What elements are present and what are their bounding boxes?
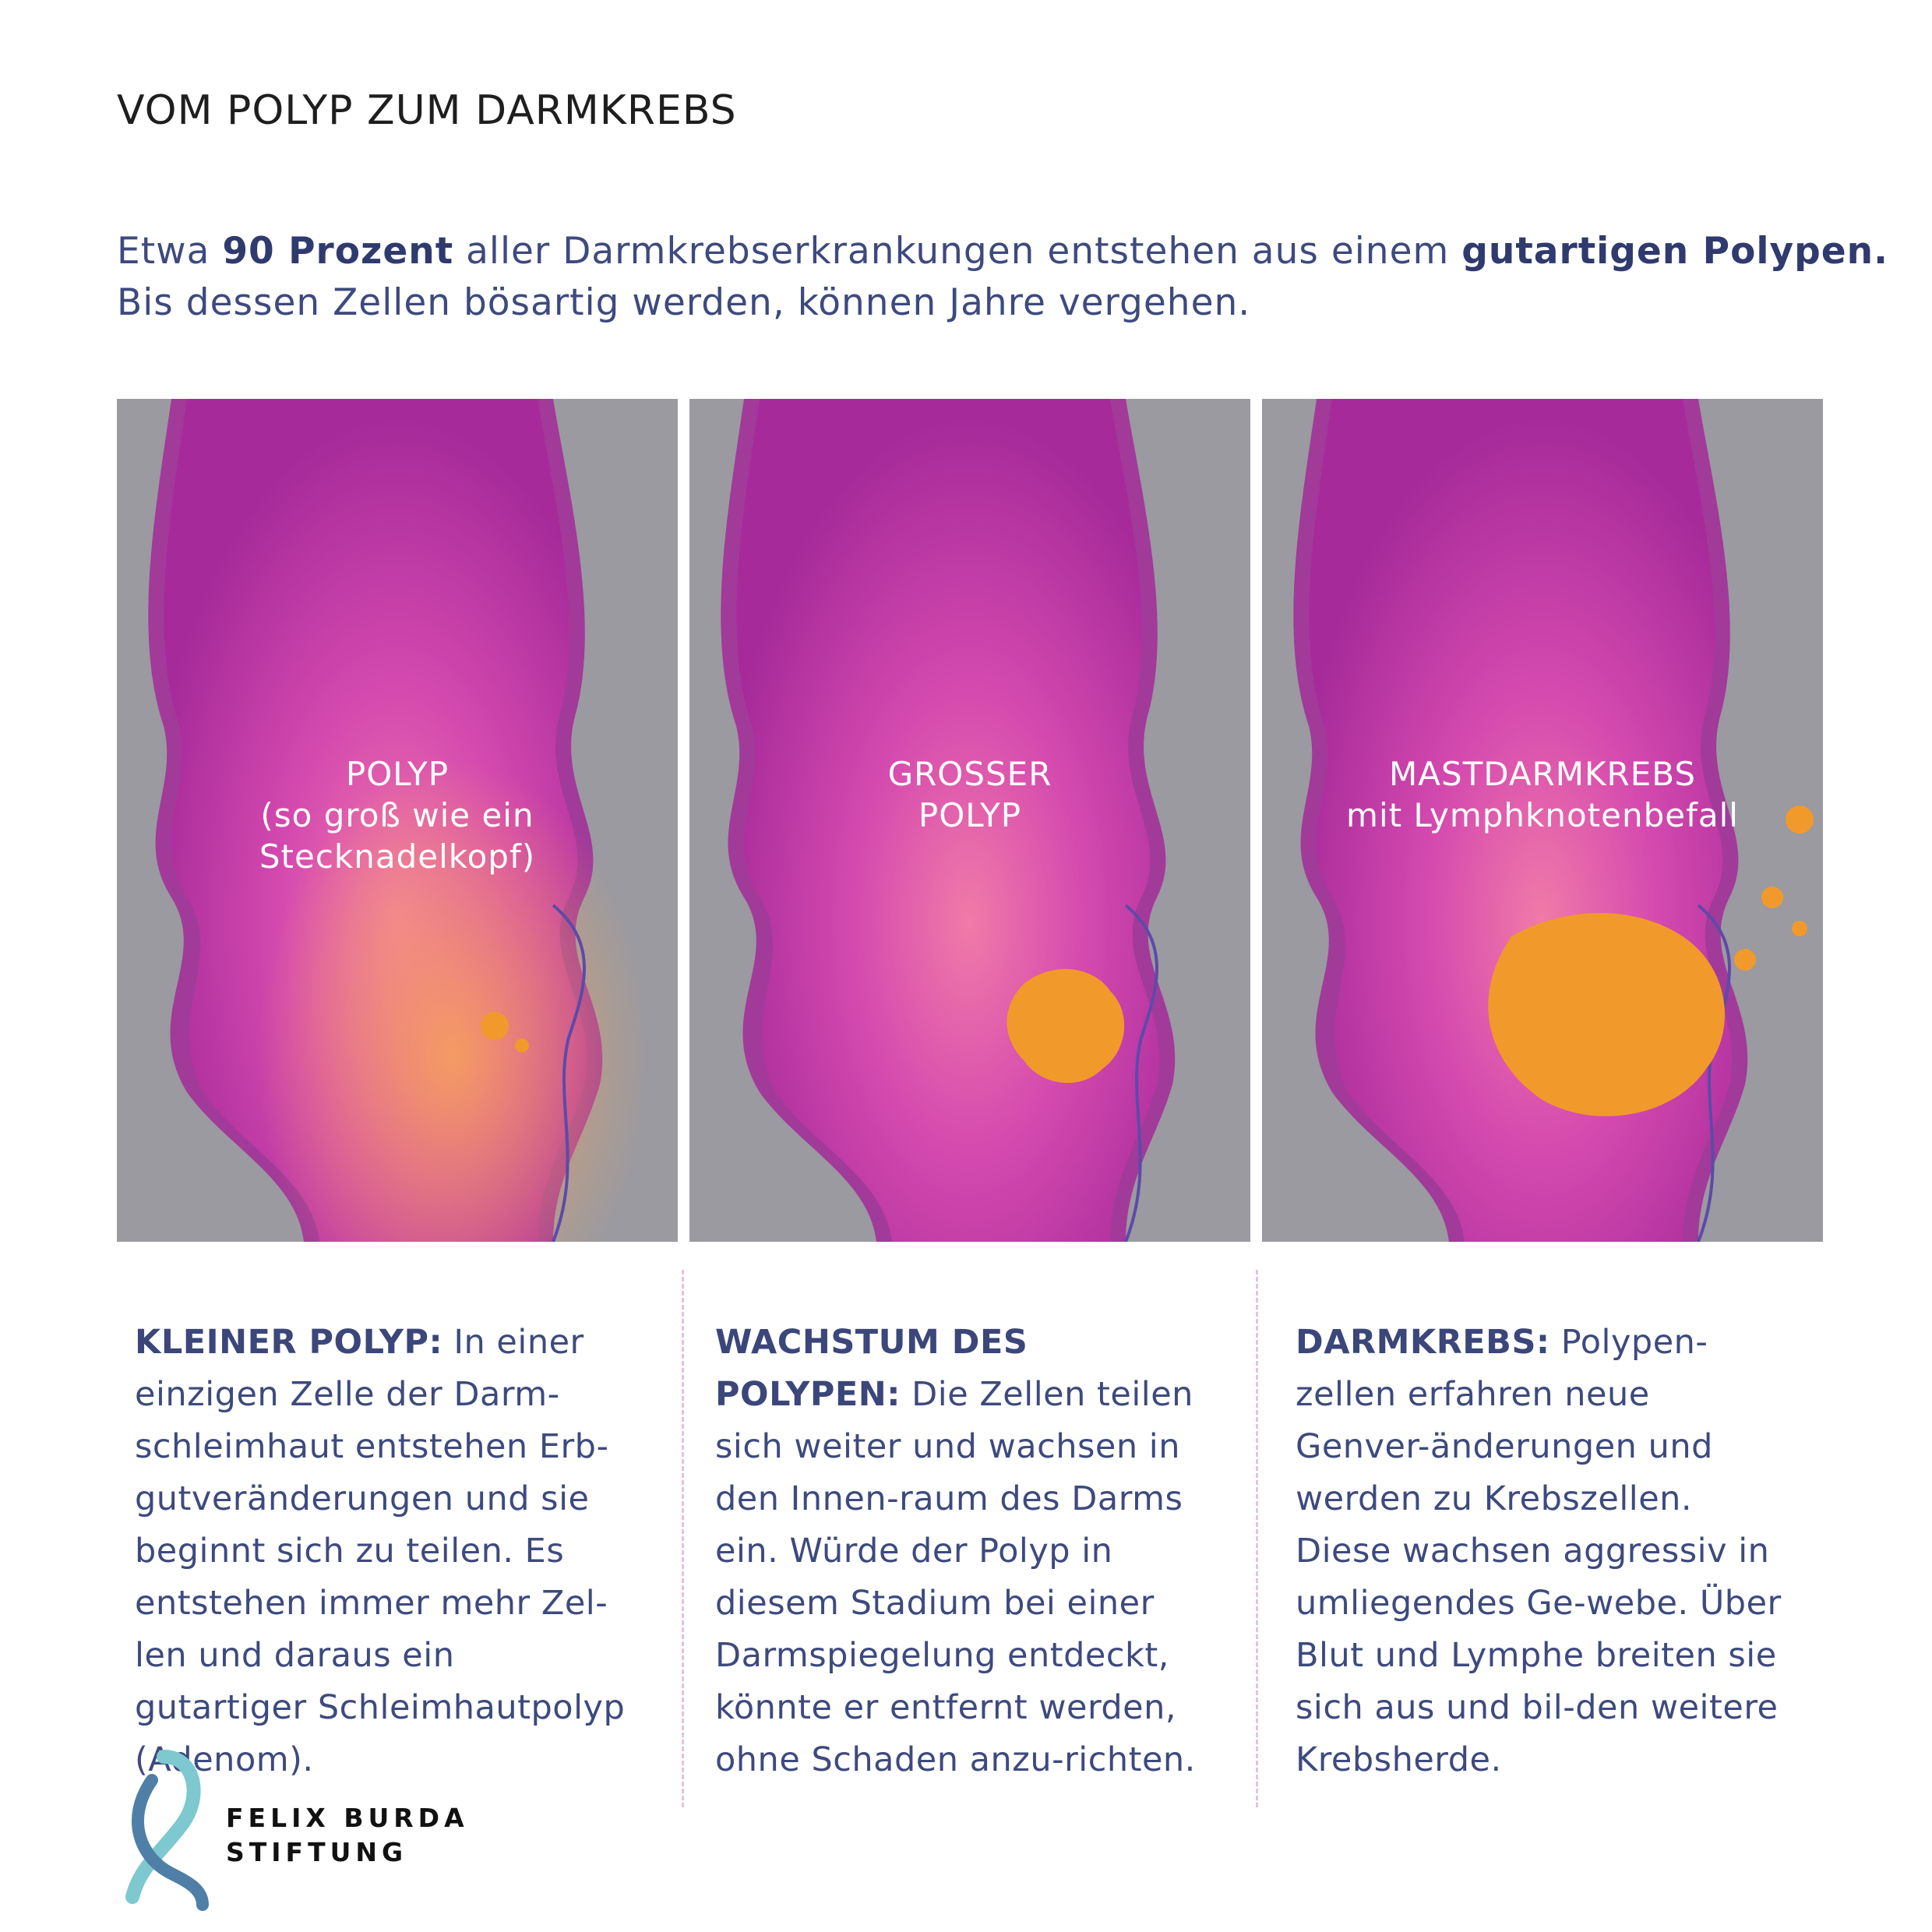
description-small-polyp: KLEINER POLYP: In einer einzigen Zelle der Darm-schleimhaut entstehen Erb-gutveränderungen und sie beginnt sich zu teilen. Es entstehen immer mehr Zel-len und daraus ein gutartiger Schleimhautpolyp (Adenom). [135, 1323, 626, 1779]
intro-highlight-percent: 90 Prozent [222, 230, 454, 273]
description-polyp-growth: WACHSTUM DES POLYPEN: Die Zellen teilen sich weiter und wachsen in den Innen-raum des Darms ein. Würde der Polyp in diesem Stadium bei einer Darmspiegelung entdeckt, könnte er entfernt werden, ohne Schaden anzu-richten. [715, 1323, 1196, 1779]
panel-small-polyp [117, 399, 678, 1242]
logo-text: FELIX BURDA STIFTUNG [226, 1803, 469, 1867]
panel-label-small-polyp: POLYP (so groß wie ein Stecknadelkopf) [259, 755, 536, 876]
page-title: VOM POLYP ZUM DARMKREBS [117, 87, 737, 134]
panel-large-polyp [689, 399, 1250, 1242]
panel-label-rectal-cancer: MASTDARMKREBS mit Lymphknotenbefall [1346, 755, 1739, 834]
ribbon-logo-icon [109, 1749, 218, 1913]
intro-highlight-polyp: gutartigen Polypen. [1461, 230, 1888, 273]
column-divider [682, 1270, 684, 1807]
intro-text: Etwa 90 Prozent aller Darmkrebserkrankungen entstehen aus einem gutartigen Polypen. Bis dessen Zellen bösartig werden, können Jahre vergehen. [117, 230, 1888, 324]
description-colon-cancer: DARMKREBS: Polypen-zellen erfahren neue Genver-änderungen und werden zu Krebszellen. Diese wachsen aggressiv in umliegendes Ge-webe. Über Blut und Lymphe breiten sie sich aus und bil-den weitere Krebsherde. [1296, 1323, 1782, 1779]
panel-label-large-polyp: GROSSER POLYP [887, 755, 1052, 834]
column-divider [1256, 1270, 1258, 1807]
panel-rectal-cancer [1262, 399, 1823, 1242]
